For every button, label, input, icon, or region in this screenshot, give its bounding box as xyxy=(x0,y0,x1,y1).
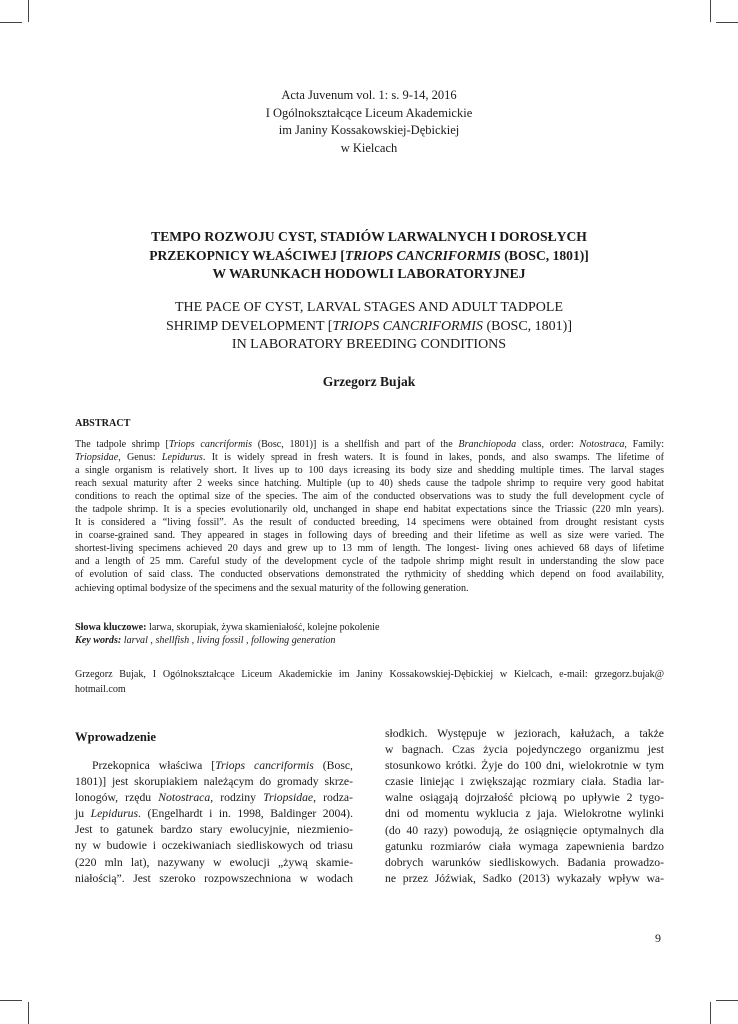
masthead-line: im Janiny Kossakowskiej-Dębickiej xyxy=(278,123,460,137)
body-line: ne przez Jóźwiak, Sadko (2013) wykazały wpływ wa- xyxy=(385,871,664,885)
section-heading: Wprowadzenie xyxy=(75,730,156,744)
abstract-line: achieving optimal bodysize of the specimens and the sexual maturity of the following generation. xyxy=(75,582,469,594)
abstract-body xyxy=(75,438,664,595)
title-line: THE PACE OF CYST, LARVAL STAGES AND ADULT TADPOLE xyxy=(174,300,564,315)
title-line: W WARUNKACH HODOWLI LABORATORYJNEJ xyxy=(212,266,526,281)
body-line: 1801)] jest skorupiakiem należącym do gromady skrze- xyxy=(75,775,353,789)
abstract-line: in coarse-grained sand. They appeared in stages in following days of breeding and their lifetime as well as size were varied. The xyxy=(75,530,664,542)
body-line: (220 mln lat), nazywany w ewolucji „żywą skamie- xyxy=(75,855,353,869)
keywords-polish: Słowa kluczowe: larwa, skorupiak, żywa skamieniałość, kolejne pokolenie xyxy=(75,622,380,633)
title-line: PRZEKOPNICY WŁAŚCIWEJ [TRIOPS CANCRIFORMIS (BOSC, 1801)] xyxy=(149,247,589,263)
body-line: lonogów, rzędu Notostraca, rodziny Triopsidae, rodza- xyxy=(75,791,353,805)
body-line: dobrych warunków siedliskowych. Badania prowadzo- xyxy=(385,855,664,869)
crop-mark xyxy=(716,22,738,23)
body-line: w bagnach. Czas życia pojedynczego organizmu jest xyxy=(385,743,664,757)
abstract-line: conditions to reach the optimal size of the species. The aim of the conducted observations was to study the full development cycle of xyxy=(75,491,664,503)
abstract-line: and a length of 25 mm. Careful study of the development cycle of the tadpole shrimp might result in understanding the slow pace xyxy=(75,556,664,568)
abstract-line: shortest-living specimens achieved 20 days and grew up to 13 mm of length. The longest- living ones achieved 68 days of lifetime xyxy=(75,543,664,555)
body-column-left xyxy=(75,758,353,887)
abstract-heading: ABSTRACT xyxy=(75,418,131,429)
affiliation-line: hotmail.com xyxy=(75,684,126,695)
crop-mark xyxy=(28,1002,29,1024)
abstract-line: reach sexual maturity after 2 weeks since hatching. Multiple (up to 40) sheds cause the tadpole shrimp to require very good habitat xyxy=(75,478,664,490)
body-column-right xyxy=(385,726,664,887)
masthead-line: w Kielcach xyxy=(340,140,398,155)
body-line: ju Lepidurus. (Engelhardt i in. 1998, Baldinger 2004). xyxy=(75,807,353,821)
title-line: IN LABORATORY BREEDING CONDITIONS xyxy=(231,337,507,352)
crop-mark xyxy=(716,1000,738,1001)
body-line: Jest to gatunek bardzo stary ewolucyjnie, niezmienio- xyxy=(75,823,353,837)
title-polish xyxy=(0,228,738,284)
page-number: 9 xyxy=(655,931,661,945)
body-line: stosunkowo krótki. Żyje do 100 dni, wielokrotnie w tym xyxy=(385,759,664,773)
abstract-line: a single organism is relatively short. It lives up to 100 days icreasing its body size and shedding multiple times. The larval stages xyxy=(75,465,664,477)
crop-mark xyxy=(28,0,29,22)
abstract-line: It is considered a “living fossil”. As the result of conducted breeding, 14 specimens were obtained from drought resistant cysts xyxy=(75,517,664,529)
crop-mark xyxy=(0,1000,22,1001)
journal-masthead xyxy=(0,87,738,157)
crop-mark xyxy=(710,1002,711,1024)
keywords-block xyxy=(75,621,379,647)
crop-mark xyxy=(710,0,711,22)
keywords-english: Key words: larval , shellfish , living fossil , following generation xyxy=(75,635,336,646)
body-line: walne osiągają dojrzałość płciową po upływie 2 tygo- xyxy=(385,791,664,805)
body-line: gatunku rozmiarów ciała wymaga zapewnienia bardzo xyxy=(385,839,664,853)
abstract-line: of evolution of said class. The conducted observations demonstrated the rythmicity of shedding which depend on food availability, xyxy=(75,569,664,581)
abstract-line: the tadpole shrimp. It is a species evolutionarily old, unchanged in shape end habitat expectations since the Triassic (220 mln years). xyxy=(75,504,664,516)
author-name: Grzegorz Bujak xyxy=(322,374,416,389)
body-line: niałością”. Jest szeroko rozpowszechniona w wodach xyxy=(75,871,353,885)
title-line: TEMPO ROZWOJU CYST, STADIÓW LARWALNYCH I DOROSŁYCH xyxy=(151,229,587,244)
body-line: słodkich. Występuje w jeziorach, kałużach, a także xyxy=(385,727,664,740)
body-line: (do 40 razy) powodują, że osiągnięcie optymalnych dla xyxy=(385,823,664,837)
crop-mark xyxy=(0,22,22,23)
abstract-line: Triopsidae, Genus: Lepidurus. It is widely spread in fresh waters. It is found in lakes, ponds, and also swamps. The lifetime of xyxy=(75,452,665,464)
masthead-line: Acta Juvenum vol. 1: s. 9-14, 2016 xyxy=(281,88,457,102)
affiliation-line: Grzegorz Bujak, I Ogólnokształcące Liceum Akademickie im Janiny Kossakowskiej-Dębickiej w Kielcach, e-mail: grzegorz.bujak@ xyxy=(75,669,664,680)
body-line: Przekopnica właściwa [Triops cancriformis (Bosc, xyxy=(92,759,353,772)
body-line: czasie liniejąc i zwiększając rozmiary ciała. Stadia lar- xyxy=(385,775,664,789)
title-english xyxy=(0,299,738,355)
body-line: dni od momentu wyklucia z jaja. Wielokrotne wylinki xyxy=(385,807,664,821)
masthead-line: I Ogólnokształcące Liceum Akademickie xyxy=(265,105,473,120)
title-line: SHRIMP DEVELOPMENT [TRIOPS CANCRIFORMIS (BOSC, 1801)] xyxy=(165,318,572,334)
body-line: ny w budowie i oczekiwaniach siedliskowych od triasu xyxy=(75,839,353,853)
abstract-line: The tadpole shrimp [Triops cancriformis (Bosc, 1801)] is a shellfish and part of the Branchiopoda class, order: Notostraca, Family: xyxy=(75,439,665,450)
author-affiliation xyxy=(75,667,664,697)
